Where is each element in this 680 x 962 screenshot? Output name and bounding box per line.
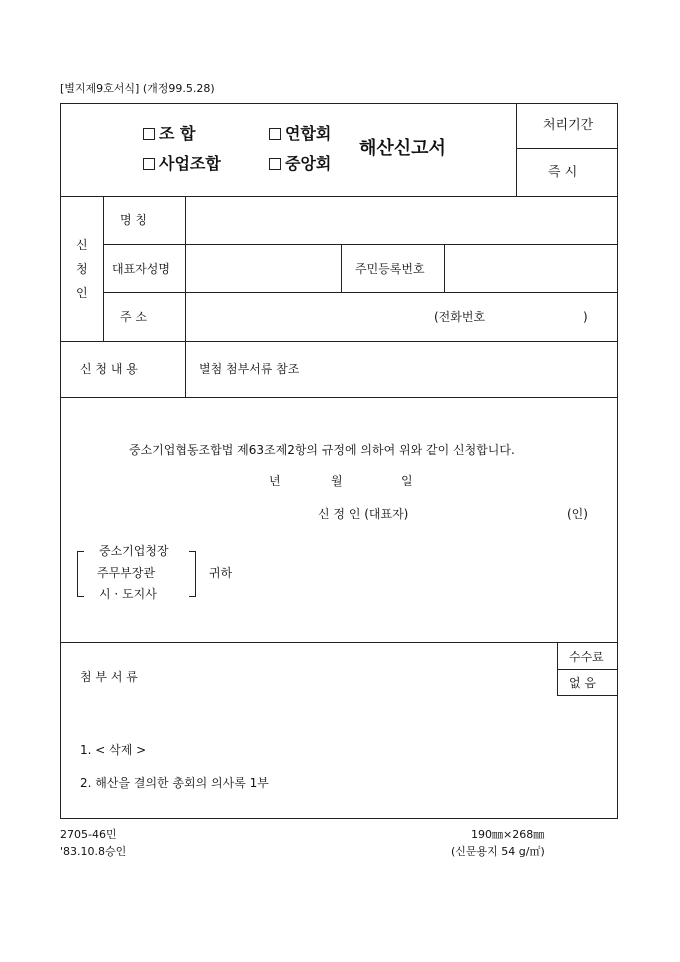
option-saeopjohap: 사업조합	[143, 156, 221, 172]
honorific: 귀하	[209, 566, 233, 580]
checkbox-jungangHoe[interactable]	[269, 158, 281, 170]
report-form	[60, 103, 618, 819]
phone-label: (전화번호	[434, 310, 486, 324]
applicant-side-label-1: 신	[76, 238, 88, 252]
applicant-signature-label: 신 정 인 (대표자)	[318, 507, 409, 521]
recipient-2: 주무부장관	[97, 566, 155, 580]
option-jungangHoe: 중앙회	[269, 156, 331, 172]
footer-paper-size: 190㎜×268㎜	[471, 828, 545, 841]
form-header-note: [별지제9호서식] (개정99.5.28)	[60, 82, 215, 95]
form-title: 해산신고서	[359, 138, 446, 159]
option-johap: 조 합	[143, 126, 195, 142]
recipient-3: 시 · 도지사	[99, 587, 157, 601]
checkbox-johap[interactable]	[143, 128, 155, 140]
attachment-item-2: 2. 해산을 결의한 총회의 의사록 1부	[80, 776, 269, 790]
recipient-bracket-left	[77, 551, 84, 597]
resident-number-label: 주민등록번호	[355, 262, 425, 276]
representative-field[interactable]	[195, 263, 335, 277]
resident-number-field[interactable]	[454, 263, 609, 277]
attachments-label: 첨 부 서 류	[80, 670, 138, 684]
processing-period-label: 처리기간	[543, 118, 594, 133]
day-label: 일	[401, 474, 413, 488]
checkbox-yeonhaphoe[interactable]	[269, 128, 281, 140]
content-label: 신 청 내 용	[80, 362, 138, 376]
fee-value: 없 음	[569, 676, 596, 690]
applicant-side-label-2: 청	[76, 262, 88, 276]
year-label: 년	[269, 474, 281, 488]
content-value: 별첨 첨부서류 참조	[199, 362, 300, 376]
representative-label: 대표자성명	[112, 262, 170, 276]
name-label: 명 칭	[120, 213, 147, 227]
fee-label: 수수료	[569, 650, 604, 664]
checkbox-saeopjohap[interactable]	[143, 158, 155, 170]
footer-approval: '83.10.8승인	[60, 845, 127, 858]
month-label: 월	[331, 474, 343, 488]
attachment-item-1: 1. < 삭제 >	[80, 743, 147, 757]
applicant-side-label-3: 인	[76, 286, 88, 300]
declaration-text: 중소기업협동조합법 제63조제2항의 규정에 의하여 위와 같이 신청합니다.	[129, 443, 515, 457]
recipient-bracket-right	[189, 551, 196, 597]
processing-period-value: 즉 시	[548, 165, 578, 180]
name-field[interactable]	[195, 214, 605, 228]
footer-code: 2705-46민	[60, 828, 117, 841]
recipient-1: 중소기업청장	[99, 544, 169, 558]
phone-close: )	[583, 310, 588, 324]
seal-label: (인)	[567, 507, 588, 521]
address-label: 주 소	[120, 310, 147, 324]
footer-paper-type: (신문용지 54 g/㎡)	[451, 845, 545, 858]
option-yeonhaphoe: 연합회	[269, 126, 331, 142]
